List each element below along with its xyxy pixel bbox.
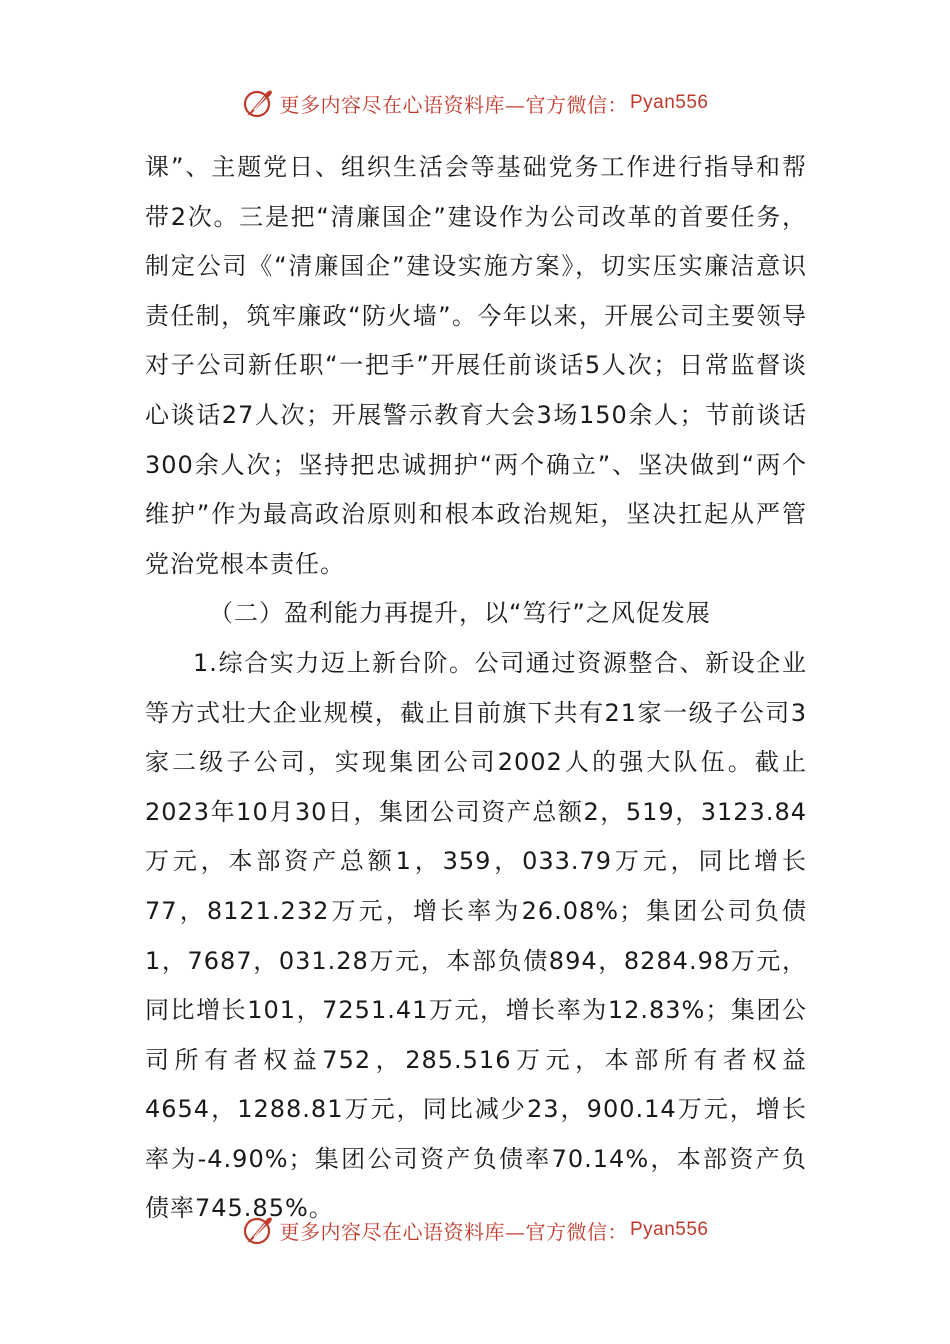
watermark-text: 更多内容尽在心语资料库—官方微信：	[279, 1219, 628, 1244]
document-body	[145, 143, 807, 1234]
header-watermark	[0, 83, 950, 123]
section-heading: （二）盈利能力再提升，以“笃行”之风促发展	[209, 599, 711, 628]
quill-circle-icon	[241, 86, 275, 120]
body-paragraph: 1.综合实力迈上新台阶。公司通过资源整合、新设企业等方式壮大企业规模，截止目前旗下共有21家一级子公司3家二级子公司，实现集团公司2002人的强大队伍。截止2023年10月30日，集团公司资产总额2，519，3123.84万元，本部资产总额1，359，033.79万元，同比增长77，8121.232万元，增长率为26.08%；集团公司负债1，7687，031.28万元，本部负债894，8284.98万元，同比增长101，7251.41万元，增长率为12.83%；集团公司所有者权益752，285.516万元，本部所有者权益4654，1288.81万元，同比减少23，900.14万元，增长率为-4.90%；集团公司资产负债率70.14%，本部资产负债率745.85%。	[145, 648, 807, 1223]
watermark-wechat-id: Pyan556	[629, 92, 709, 113]
watermark-text: 更多内容尽在心语资料库—官方微信：	[279, 92, 628, 117]
watermark-wechat-id: Pyan556	[629, 1219, 709, 1240]
quill-circle-icon	[241, 1213, 275, 1247]
footer-watermark	[0, 1210, 950, 1250]
body-paragraph: 课”、主题党日、组织生活会等基础党务工作进行指导和帮带2次。三是把“清廉国企”建设作为公司改革的首要任务，制定公司《“清廉国企”建设实施方案》，切实压实廉洁意识责任制，筑牢廉政“防火墙”。今年以来，开展公司主要领导对子公司新任职“一把手”开展任前谈话5人次；日常监督谈心谈话27人次；开展警示教育大会3场150余人；节前谈话300余人次；坚持把忠诚拥护“两个确立”、坚决做到“两个维护”作为最高政治原则和根本政治规矩，坚决扛起从严管党治党根本责任。	[145, 153, 807, 578]
